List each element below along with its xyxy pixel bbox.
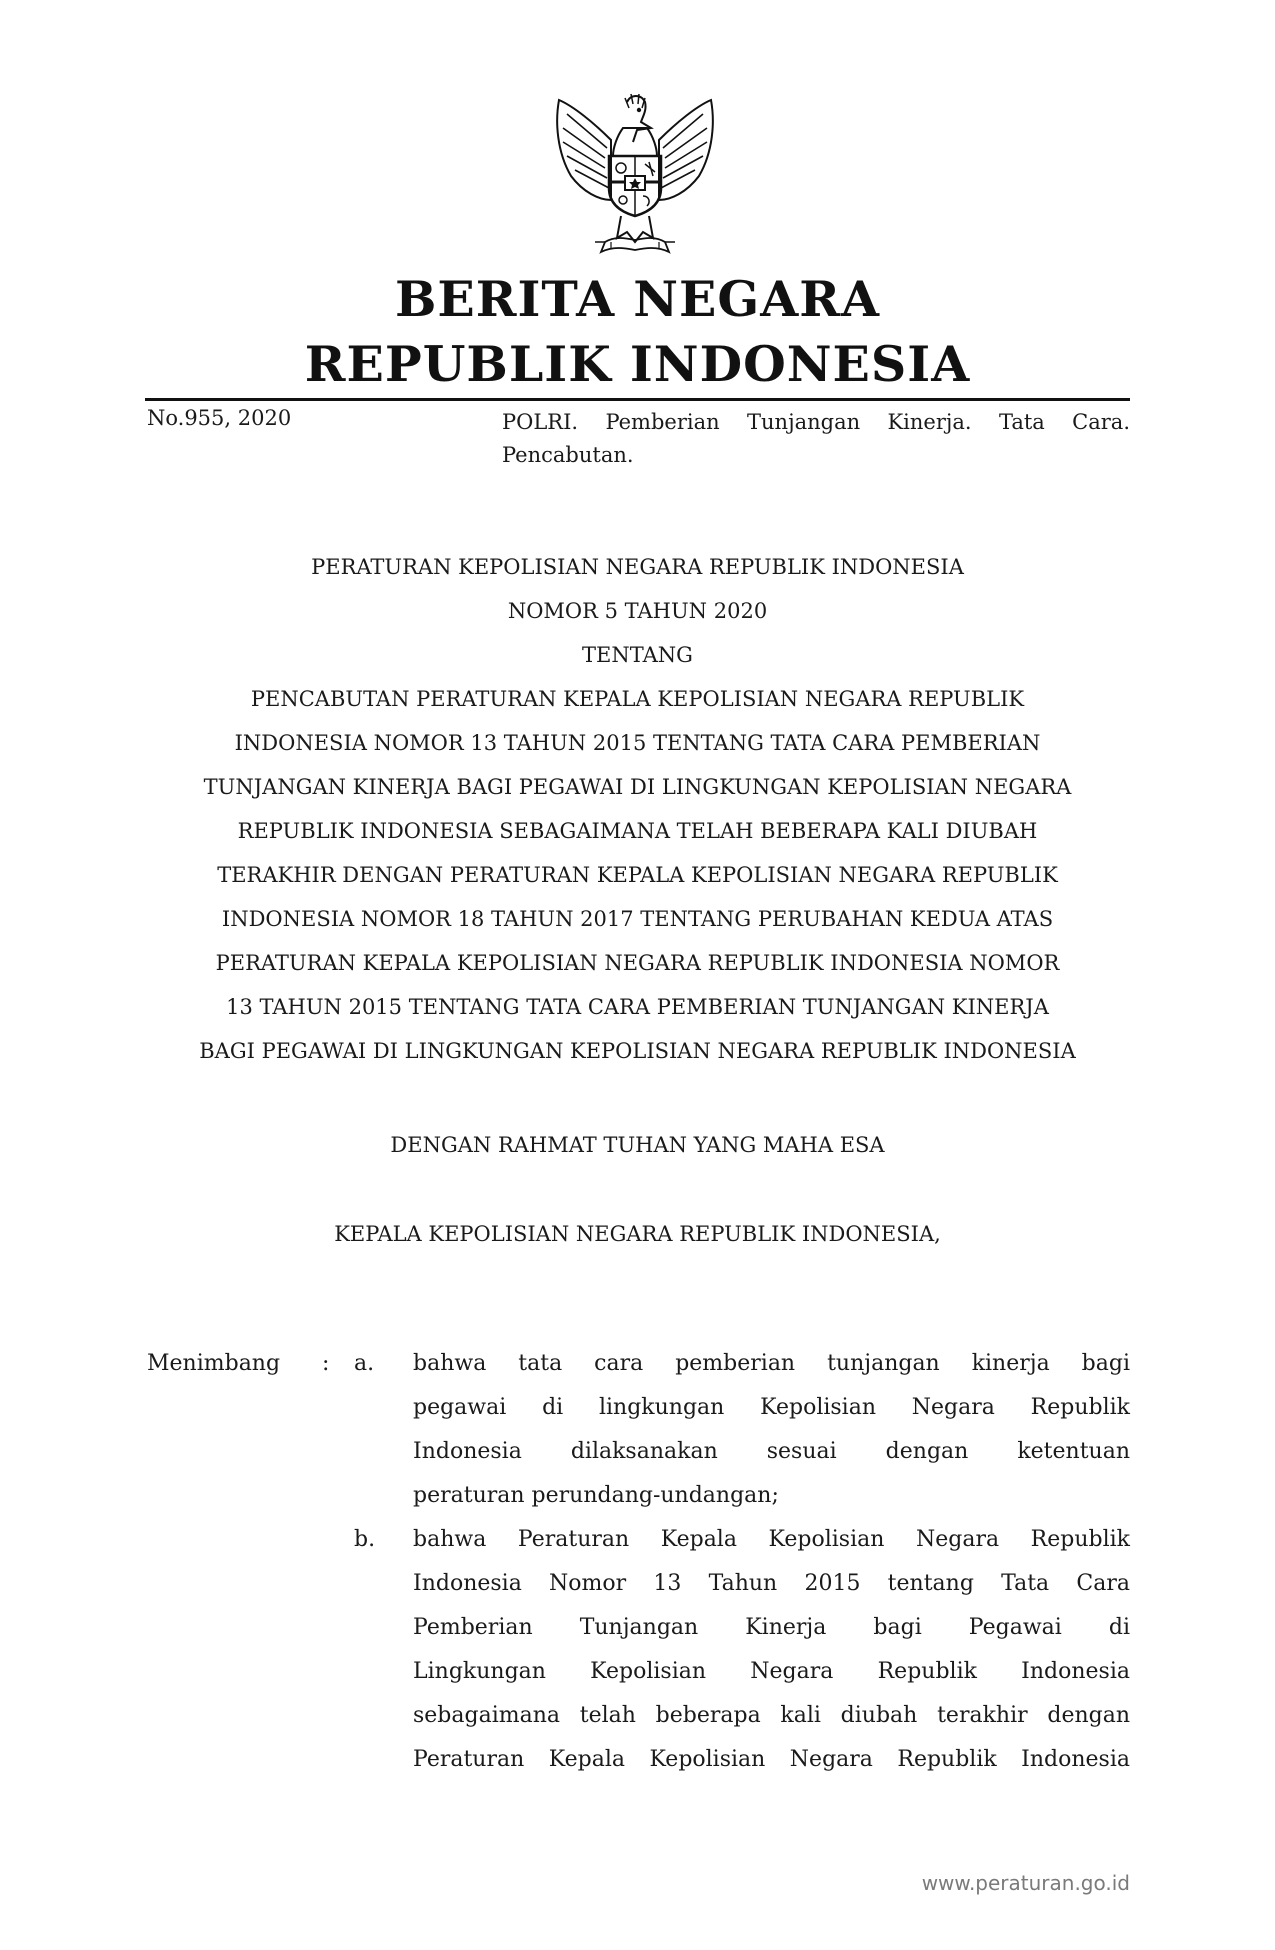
- clause-line: Lingkungan Kepolisian Negara Republik Indonesia: [413, 1659, 1130, 1684]
- blessing-line: [145, 1123, 1130, 1167]
- regulation-heading-line: TUNJANGAN KINERJA BAGI PEGAWAI DI LINGKUNGAN KEPOLISIAN NEGARA: [203, 775, 1072, 799]
- regulation-heading: [145, 545, 1130, 1073]
- masthead-subtitle: REPUBLIK INDONESIA: [304, 335, 971, 393]
- gazette-number: No.955, 2020: [147, 406, 292, 430]
- clause-b: [413, 1518, 1130, 1782]
- issuer-line: [145, 1212, 1130, 1256]
- masthead-title: BERITA NEGARA: [394, 270, 880, 328]
- blessing-text: DENGAN RAHMAT TUHAN YANG MAHA ESA: [390, 1133, 885, 1157]
- issuer-text: KEPALA KEPOLISIAN NEGARA REPUBLIK INDONESIA,: [334, 1222, 941, 1246]
- clause-line: Peraturan Kepala Kepolisian Negara Republik Indonesia: [413, 1747, 1130, 1772]
- clause-line: sebagaimana telah beberapa kali diubah terakhir dengan: [413, 1703, 1130, 1728]
- regulation-heading-line: TENTANG: [582, 643, 693, 667]
- regulation-heading-line: INDONESIA NOMOR 13 TAHUN 2015 TENTANG TATA CARA PEMBERIAN: [234, 731, 1041, 755]
- masthead-divider: [145, 398, 1130, 401]
- considering-colon: :: [322, 1351, 330, 1376]
- clause-line: pegawai di lingkungan Kepolisian Negara Republik: [413, 1395, 1130, 1420]
- clause-line: peraturan perundang-undangan;: [413, 1483, 779, 1508]
- regulation-heading-line: NOMOR 5 TAHUN 2020: [507, 599, 768, 623]
- regulation-heading-line: BAGI PEGAWAI DI LINGKUNGAN KEPOLISIAN NEGARA REPUBLIK INDONESIA: [199, 1039, 1076, 1063]
- clause-line: bahwa Peraturan Kepala Kepolisian Negara Republik: [413, 1527, 1130, 1552]
- gazette-subject: POLRI. Pemberian Tunjangan Kinerja. Tata Cara. Pencabutan.: [502, 410, 1130, 467]
- regulation-heading-line: PENCABUTAN PERATURAN KEPALA KEPOLISIAN NEGARA REPUBLIK: [250, 687, 1025, 711]
- clause-line: bahwa tata cara pemberian tunjangan kinerja bagi: [413, 1351, 1130, 1376]
- regulation-heading-line: INDONESIA NOMOR 18 TAHUN 2017 TENTANG PERUBAHAN KEDUA ATAS: [221, 907, 1054, 931]
- regulation-heading-line: 13 TAHUN 2015 TENTANG TATA CARA PEMBERIAN TUNJANGAN KINERJA: [226, 995, 1049, 1019]
- clause-a: [413, 1342, 1130, 1518]
- footer-url: www.peraturan.go.id: [921, 1871, 1130, 1895]
- clause-line: Pemberian Tunjangan Kinerja bagi Pegawai di: [413, 1615, 1130, 1640]
- regulation-heading-line: PERATURAN KEPALA KEPOLISIAN NEGARA REPUBLIK INDONESIA NOMOR: [215, 951, 1060, 975]
- clause-marker: b.: [354, 1527, 376, 1552]
- clause-line: Indonesia dilaksanakan sesuai dengan ketentuan: [413, 1439, 1130, 1464]
- regulation-heading-line: REPUBLIK INDONESIA SEBAGAIMANA TELAH BEBERAPA KALI DIUBAH: [237, 819, 1038, 843]
- garuda-emblem: [545, 92, 725, 260]
- considering-label: Menimbang: [147, 1351, 281, 1376]
- regulation-heading-line: TERAKHIR DENGAN PERATURAN KEPALA KEPOLISIAN NEGARA REPUBLIK: [217, 863, 1058, 887]
- clause-line: Indonesia Nomor 13 Tahun 2015 tentang Tata Cara: [413, 1571, 1130, 1596]
- clause-marker: a.: [354, 1351, 375, 1376]
- regulation-heading-line: PERATURAN KEPOLISIAN NEGARA REPUBLIK INDONESIA: [311, 555, 964, 579]
